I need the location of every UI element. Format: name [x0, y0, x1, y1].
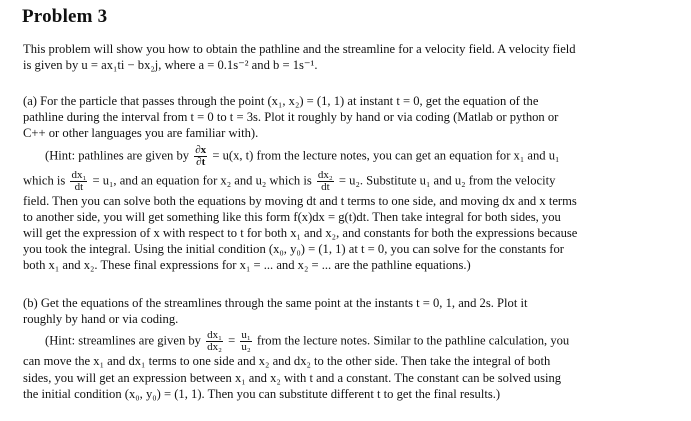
part-a-paragraph: [23, 93, 669, 274]
hint-text: from the lecture notes. Similar to the pathline calculation, you: [256, 333, 570, 348]
hint-text: = u(x, t) from the lecture notes, you can get an equation for x₁ and u₁: [212, 148, 560, 162]
part-b-line: sides, you will get an expression between x₁ and x₂ with t and a constant. The constant can be solved using: [23, 370, 562, 385]
part-b-line: the initial condition (x₀, y₀) = (1, 1). Then you can substitute different t to get the final results.): [23, 386, 501, 401]
part-a-line: (a) For the particle that passes through the point (x₁, x₂) = (1, 1) at instant t = 0, get the equation of the: [23, 94, 539, 108]
problem-title: Problem 3: [22, 6, 108, 27]
hint-text: (Hint: streamlines are given by: [45, 333, 201, 348]
fraction-numerator: u₁: [241, 329, 251, 342]
text: which is: [23, 173, 66, 187]
derivative-fraction: [317, 170, 334, 193]
intro-line: is given by u = ax₁ti − bx₂j, where a = 0.1s⁻² and b = 1s⁻¹.: [23, 58, 318, 73]
intro-line: This problem will show you how to obtain the pathline and the streamline for a velocity field. A velocity field: [23, 42, 576, 56]
part-a-line: C++ or other languages you are familiar with).: [23, 126, 259, 141]
part-a-hint-line: [23, 145, 669, 168]
part-a-line: you took the integral. Using the initial condition (x₀, y₀) = (1, 1) at t = 0, you can solve for the constants for: [23, 242, 564, 257]
fraction-denominator: dt: [321, 180, 330, 193]
part-a-line: will get the expression of x with respect to t for both x₁ and x₂, and constants for both the expressions because: [23, 226, 578, 241]
equals-sign: =: [228, 333, 236, 348]
fraction-numerator: dx₁: [207, 329, 222, 342]
part-b-line: (b) Get the equations of the streamlines through the same point at the instants t = 0, 1, and 2s. Plot it: [23, 296, 528, 310]
fraction-denominator: dt: [74, 180, 84, 193]
part-b-line: can move the x₁ and dx₁ terms to one side and x₂ and dx₂ to the other side. Then take the integral of both: [23, 354, 551, 369]
part-a-line: to another side, you will get something like this form f(x)dx = g(t)dt. Then take integral for both sides, you: [23, 209, 561, 224]
part-a-line: [23, 170, 669, 193]
derivative-fraction: [70, 170, 87, 193]
part-b-hint-line: [23, 330, 669, 353]
fraction-numerator: dx₁: [71, 168, 87, 181]
fraction-numerator: ∂x: [195, 143, 207, 156]
part-a-line: pathline during the interval from t = 0 to t = 3s. Plot it roughly by hand or via coding (Matlab or python or: [23, 110, 559, 125]
hint-text: (Hint: pathlines are given by: [45, 148, 190, 162]
fraction-denominator: ∂t: [196, 155, 206, 168]
fraction-denominator: dx₂: [207, 341, 222, 354]
part-a-line: both x₁ and x₂. These final expressions for x₁ = ... and x₂ = ... are the pathline equations.): [23, 258, 471, 273]
part-b-line: roughly by hand or via coding.: [23, 312, 179, 327]
partial-fraction: [194, 145, 207, 168]
velocity-fraction: [240, 330, 251, 353]
text: = u₂. Substitute u₁ and u₂ from the velocity: [338, 173, 556, 187]
fraction-numerator: dx₂: [317, 168, 333, 181]
text: = u₁, and an equation for x₂ and u₂ which is: [92, 173, 312, 187]
derivative-fraction: [206, 330, 223, 353]
part-b-paragraph: [23, 295, 669, 402]
fraction-denominator: u₂: [241, 341, 251, 354]
part-a-line: field. Then you can solve both the equations by moving dt and t terms to one side, and moving dx and x terms: [23, 193, 577, 208]
intro-paragraph: [23, 41, 669, 73]
